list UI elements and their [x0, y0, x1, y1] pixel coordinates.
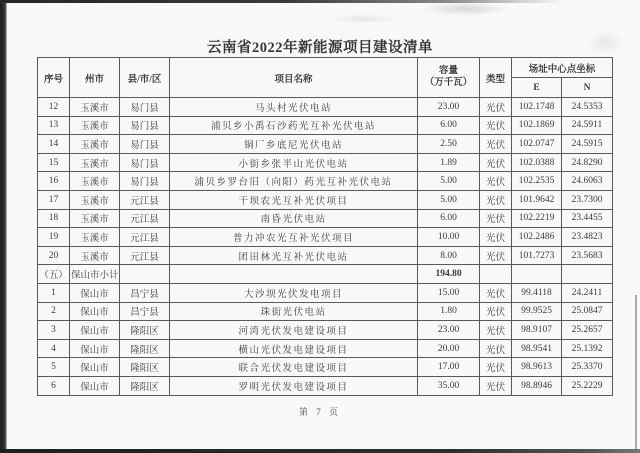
cell-seq: （五）: [38, 265, 70, 284]
cell-county: [120, 265, 170, 284]
cell-seq: 18: [38, 209, 70, 228]
cell-county: 昌宁县: [120, 302, 170, 321]
cell-type: 光伏: [480, 209, 512, 228]
cell-e: 98.9541: [512, 339, 562, 358]
cell-seq: 3: [38, 321, 70, 340]
cell-city: 玉溪市: [70, 190, 120, 209]
cell-capacity: 6.00: [418, 116, 480, 135]
cell-capacity: 8.00: [418, 246, 480, 265]
cell-n: 25.1392: [562, 339, 613, 358]
cell-project: 普力冲农光互补光伏项目: [170, 228, 418, 247]
cell-e: 101.7273: [512, 246, 562, 265]
scan-edge-right: [635, 295, 637, 453]
table-row: [38, 153, 613, 172]
cell-project: [170, 265, 418, 284]
cell-county: 易门县: [120, 98, 170, 117]
cell-type: 光伏: [480, 116, 512, 135]
cell-e: 102.2219: [512, 209, 562, 228]
cell-seq: 12: [38, 98, 70, 117]
cell-n: [562, 265, 613, 284]
cell-city: 玉溪市: [70, 172, 120, 191]
cell-type: 光伏: [480, 153, 512, 172]
scan-smudge: [420, 2, 510, 16]
cell-capacity: 2.50: [418, 135, 480, 154]
table-row: [38, 228, 613, 247]
cell-county: 隆阳区: [120, 358, 170, 377]
table-row: [38, 246, 613, 265]
cell-seq: 19: [38, 228, 70, 247]
cell-county: 易门县: [120, 135, 170, 154]
cell-seq: 13: [38, 116, 70, 135]
cell-type: 光伏: [480, 190, 512, 209]
cell-city: 玉溪市: [70, 246, 120, 265]
cell-n: 24.6063: [562, 172, 613, 191]
cell-city: 玉溪市: [70, 209, 120, 228]
cell-n: 25.2657: [562, 321, 613, 340]
page-title: 云南省2022年新能源项目建设清单: [207, 40, 433, 56]
cell-n: 24.5911: [562, 116, 613, 135]
cell-county: 元江县: [120, 190, 170, 209]
col-header-project: 项目名称: [170, 58, 418, 98]
cell-e: 102.0388: [512, 153, 562, 172]
col-header-capacity-line1: 容量: [438, 65, 458, 76]
table-body: [38, 98, 613, 396]
cell-n: 25.0847: [562, 302, 613, 321]
scan-edge-bottom: [0, 449, 640, 453]
col-header-capacity-line2: （万千瓦）: [424, 77, 473, 88]
cell-city: 保山市小计: [70, 265, 120, 284]
cell-capacity: 194.80: [418, 265, 480, 284]
cell-capacity: 23.00: [418, 321, 480, 340]
cell-type: [480, 265, 512, 284]
cell-seq: 2: [38, 302, 70, 321]
cell-n: 23.5683: [562, 246, 613, 265]
table-header: [38, 58, 613, 98]
cell-n: 24.5915: [562, 135, 613, 154]
cell-capacity: 20.00: [418, 339, 480, 358]
cell-capacity: 15.00: [418, 283, 480, 302]
cell-capacity: 5.00: [418, 172, 480, 191]
cell-city: 保山市: [70, 283, 120, 302]
cell-capacity: 1.89: [418, 153, 480, 172]
subtotal-row: [38, 265, 613, 284]
cell-n: 23.4823: [562, 228, 613, 247]
cell-e: 102.1748: [512, 98, 562, 117]
cell-type: 光伏: [480, 172, 512, 191]
cell-type: 光伏: [480, 376, 512, 395]
col-header-e: E: [512, 78, 562, 98]
col-header-n: N: [562, 78, 613, 98]
cell-capacity: 1.80: [418, 302, 480, 321]
cell-e: 98.9613: [512, 358, 562, 377]
cell-county: 易门县: [120, 172, 170, 191]
cell-n: 24.5353: [562, 98, 613, 117]
cell-capacity: 10.00: [418, 228, 480, 247]
cell-seq: 6: [38, 376, 70, 395]
projects-table: [37, 57, 613, 396]
cell-county: 隆阳区: [120, 376, 170, 395]
cell-type: 光伏: [480, 302, 512, 321]
cell-type: 光伏: [480, 246, 512, 265]
table-row: [38, 358, 613, 377]
cell-type: 光伏: [480, 358, 512, 377]
table-row: [38, 376, 613, 395]
cell-city: 保山市: [70, 302, 120, 321]
cell-seq: 20: [38, 246, 70, 265]
cell-project: 浦贝乡小禹石沙药光互补光伏电站: [170, 116, 418, 135]
cell-e: [512, 265, 562, 284]
cell-county: 元江县: [120, 228, 170, 247]
cell-city: 保山市: [70, 339, 120, 358]
cell-e: 102.2535: [512, 172, 562, 191]
cell-project: 南昏光伏电站: [170, 209, 418, 228]
cell-capacity: 5.00: [418, 190, 480, 209]
col-header-city: 州市: [70, 58, 120, 98]
cell-type: 光伏: [480, 135, 512, 154]
cell-n: 24.2411: [562, 283, 613, 302]
cell-county: 隆阳区: [120, 321, 170, 340]
cell-capacity: 23.00: [418, 98, 480, 117]
cell-e: 102.0747: [512, 135, 562, 154]
table-row: [38, 321, 613, 340]
cell-project: 罗明光伏发电建设项目: [170, 376, 418, 395]
col-header-seq: 序号: [38, 58, 70, 98]
cell-seq: 15: [38, 153, 70, 172]
cell-n: 25.3370: [562, 358, 613, 377]
cell-city: 玉溪市: [70, 135, 120, 154]
cell-n: 23.4455: [562, 209, 613, 228]
table-row: [38, 190, 613, 209]
cell-e: 102.2486: [512, 228, 562, 247]
cell-project: 干坝农光互补光伏项目: [170, 190, 418, 209]
cell-city: 保山市: [70, 358, 120, 377]
cell-project: 小街乡张半山光伏电站: [170, 153, 418, 172]
cell-type: 光伏: [480, 339, 512, 358]
cell-project: 河湾光伏发电建设项目: [170, 321, 418, 340]
scan-smudge: [330, 14, 400, 24]
cell-capacity: 17.00: [418, 358, 480, 377]
cell-capacity: 6.00: [418, 209, 480, 228]
cell-city: 玉溪市: [70, 153, 120, 172]
cell-seq: 1: [38, 283, 70, 302]
scan-edge-top: [0, 0, 640, 3]
table-row: [38, 135, 613, 154]
col-header-type: 类型: [480, 58, 512, 98]
cell-county: 隆阳区: [120, 339, 170, 358]
cell-project: 珠街光伏电站: [170, 302, 418, 321]
cell-type: 光伏: [480, 321, 512, 340]
cell-n: 24.8290: [562, 153, 613, 172]
cell-type: 光伏: [480, 98, 512, 117]
cell-project: 团田林光互补光伏电站: [170, 246, 418, 265]
cell-e: 98.8946: [512, 376, 562, 395]
cell-project: 马头村光伏电站: [170, 98, 418, 117]
cell-city: 玉溪市: [70, 228, 120, 247]
cell-type: 光伏: [480, 283, 512, 302]
cell-county: 元江县: [120, 246, 170, 265]
cell-project: 浦贝乡罗台旧（向阳）药光互补光伏电站: [170, 172, 418, 191]
cell-project: 铜厂乡底尼光伏电站: [170, 135, 418, 154]
cell-county: 易门县: [120, 153, 170, 172]
cell-city: 玉溪市: [70, 98, 120, 117]
cell-e: 99.9525: [512, 302, 562, 321]
page-number: 第 7 页: [298, 407, 341, 417]
cell-e: 101.9642: [512, 190, 562, 209]
cell-n: 23.7300: [562, 190, 613, 209]
table-row: [38, 339, 613, 358]
col-header-capacity: [418, 58, 480, 98]
cell-capacity: 35.00: [418, 376, 480, 395]
table-row: [38, 116, 613, 135]
table-row: [38, 98, 613, 117]
cell-project: 横山光伏发电建设项目: [170, 339, 418, 358]
cell-seq: 17: [38, 190, 70, 209]
cell-e: 98.9107: [512, 321, 562, 340]
cell-county: 易门县: [120, 116, 170, 135]
table-row: [38, 283, 613, 302]
cell-type: 光伏: [480, 228, 512, 247]
cell-project: 联合光伏发电建设项目: [170, 358, 418, 377]
cell-seq: 4: [38, 339, 70, 358]
cell-n: 25.2229: [562, 376, 613, 395]
cell-project: 大沙坝光伏发电项目: [170, 283, 418, 302]
table-row: [38, 209, 613, 228]
cell-e: 102.1869: [512, 116, 562, 135]
cell-county: 元江县: [120, 209, 170, 228]
table-row: [38, 172, 613, 191]
col-header-county: 县/市/区: [120, 58, 170, 98]
cell-county: 昌宁县: [120, 283, 170, 302]
table-row: [38, 302, 613, 321]
cell-city: 保山市: [70, 321, 120, 340]
cell-e: 99.4118: [512, 283, 562, 302]
scan-edge-left: [0, 0, 7, 453]
cell-seq: 16: [38, 172, 70, 191]
col-header-coords: 场址中心点坐标: [512, 58, 613, 78]
cell-seq: 5: [38, 358, 70, 377]
cell-city: 保山市: [70, 376, 120, 395]
cell-city: 玉溪市: [70, 116, 120, 135]
cell-seq: 14: [38, 135, 70, 154]
